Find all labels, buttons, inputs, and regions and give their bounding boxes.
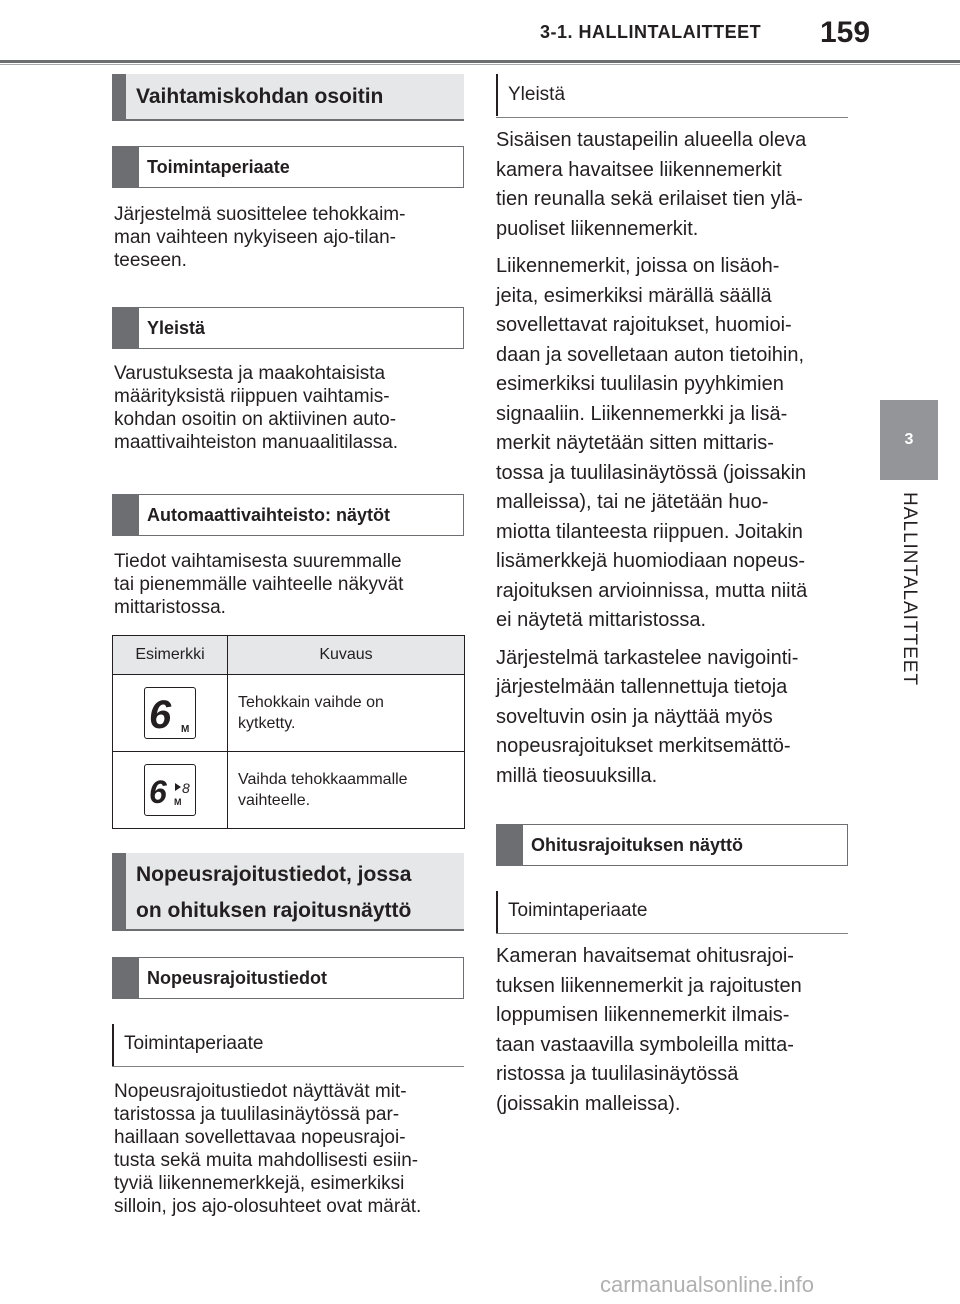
section-title: 3-1. HALLINTALAITTEET — [540, 22, 762, 42]
text-line: loppumisen liikennemerkit ilmais- — [496, 1004, 790, 1026]
text-line: kytketty. — [238, 715, 296, 732]
table-cell-description — [228, 675, 465, 752]
page-number: 159 — [820, 16, 871, 49]
text-line: soveltuvin osin ja näyttää myös — [496, 705, 773, 728]
text-line: tien reunalla sekä erilaiset tien ylä- — [496, 188, 803, 210]
plain-heading-general: Yleistä — [496, 74, 848, 116]
subheading-speed-limit-info — [112, 957, 464, 999]
subheading-text: Ohitusrajoituksen näyttö — [531, 834, 744, 855]
text-line: ei näytetä mittaristossa. — [496, 609, 707, 631]
chapter-tab-label: HALLINTALAITTEET — [899, 492, 920, 687]
text-line: Kameran havaitsemat ohitusrajoi- — [496, 945, 794, 967]
text-line: tossa ja tuulilasinäytössä (joissakin — [496, 461, 807, 484]
text-line: esimerkiksi tuulilasin pyyhkimien — [496, 373, 784, 395]
header-rule — [0, 60, 960, 63]
text-line: man vaihteen nykyiseen ajo-tilan- — [114, 227, 396, 248]
subheading-marker — [497, 825, 523, 865]
paragraph-overtaking — [496, 942, 852, 1127]
text-line: signaaliin. Liikennemerkki ja lisä- — [496, 402, 788, 425]
paragraph-automatic-displays — [114, 550, 464, 619]
text-line: malleissa), tai ne jätetään huo- — [496, 491, 769, 513]
subheading-marker — [113, 147, 139, 187]
text-line: ristossa ja tuulilasinäytössä — [496, 1063, 739, 1085]
text-line: Järjestelmä suosittelee tehokkaim- — [114, 204, 406, 225]
text-line: millä tieosuuksilla. — [496, 764, 658, 787]
subheading-text: Toimintaperiaate — [147, 156, 290, 177]
text-line: Tehokkain vaihde on — [238, 694, 384, 711]
subheading-marker — [113, 958, 139, 998]
text-line: Sisäisen taustapeilin alueella oleva — [496, 129, 807, 151]
table-header-example: Esimerkki — [113, 636, 228, 675]
text-line: tai pienemmälle vaihteelle näkyvät — [114, 574, 404, 595]
header-rule-thin — [0, 64, 960, 65]
watermark: carmanualsonline.info — [600, 1272, 815, 1297]
text-line: haillaan sovellettavaa nopeusrajoi- — [114, 1127, 406, 1148]
subheading-automatic-displays — [112, 494, 464, 536]
text-line: määrityksistä riippuen vaihtamis- — [114, 386, 390, 407]
heading-line: Nopeusrajoitustiedot, jossa — [136, 863, 412, 886]
text-line: taristossa ja tuulilasinäytössä par- — [114, 1104, 400, 1125]
svg-text:M: M — [181, 724, 190, 735]
heading-underline — [112, 119, 464, 121]
table-header-description: Kuvaus — [228, 636, 465, 675]
gear-6-m-icon — [144, 687, 196, 739]
gear-6-upshift-icon — [144, 764, 196, 816]
heading-line: on ohituksen rajoitusnäyttö — [136, 899, 412, 922]
table-row — [113, 752, 465, 829]
subheading-general — [112, 307, 464, 349]
text-line: silloin, jos ajo-olosuhteet ovat märät. — [114, 1196, 422, 1217]
text-line: miotta tilanteesta riippuen. Joitakin — [496, 520, 803, 543]
text-line: (joissakin malleissa). — [496, 1092, 681, 1115]
text-line: mittaristossa. — [114, 597, 226, 618]
text-line: nopeusrajoitukset merkitsemättö- — [496, 735, 791, 757]
table-header-row — [113, 636, 465, 675]
text-line: kohdan osoitin on aktiivinen auto- — [114, 409, 397, 430]
paragraph-general — [114, 362, 464, 454]
paragraph — [496, 126, 852, 244]
heading-underline — [112, 929, 464, 931]
paragraph-camera — [496, 126, 852, 799]
text-line: rajoituksen arvioinnissa, mutta niitä — [496, 579, 808, 602]
text-line: Liikennemerkit, joissa on lisäoh- — [496, 255, 780, 277]
text-line: tuksen liikennemerkit ja rajoitusten — [496, 974, 802, 997]
text-line: maattivaihteiston manuaalitilassa. — [114, 432, 399, 453]
paragraph — [496, 252, 852, 636]
svg-text:6: 6 — [149, 693, 172, 737]
text-line: teeseen. — [114, 250, 187, 271]
text-line: järjestelmään tallennettuja tietoja — [496, 676, 788, 698]
text-line: jeita, esimerkiksi märällä säällä — [496, 284, 772, 307]
subheading-marker — [113, 495, 139, 535]
plain-heading-rule — [496, 933, 848, 934]
text-line: Nopeusrajoitustiedot näyttävät mit- — [114, 1081, 407, 1102]
svg-text:8: 8 — [182, 780, 190, 796]
subheading-text: Nopeusrajoitustiedot — [147, 967, 328, 988]
gear-display-table — [112, 635, 465, 829]
text-line: tyviä liikennemerkkejä, esimerkiksi — [114, 1173, 405, 1194]
text-line: puoliset liikennemerkit. — [496, 217, 699, 240]
text-line: lisämerkkejä huomiodiaan nopeus- — [496, 550, 806, 572]
section-heading-shift-indicator: Vaihtamiskohdan osoitin — [112, 74, 464, 120]
paragraph-principle — [114, 203, 464, 272]
plain-heading-principle: Toimintaperiaate — [112, 1024, 464, 1066]
text-line: Järjestelmä tarkastelee navigointi- — [496, 646, 799, 669]
text-line: sovellettavat rajoitukset, huomioi- — [496, 314, 792, 336]
text-line: taan vastaavilla symboleilla mitta- — [496, 1033, 794, 1056]
chapter-tab-number[interactable]: 3 — [880, 400, 938, 480]
plain-heading-rule — [496, 117, 848, 118]
text-line: merkit näytetään sitten mittaris- — [496, 432, 774, 454]
paragraph — [496, 644, 852, 792]
text-line: kamera havaitsee liikennemerkit — [496, 158, 782, 181]
text-line: vaihteelle. — [238, 792, 311, 809]
text-line: tusta sekä muita mahdollisesti esiin- — [114, 1150, 419, 1171]
table-cell-icon — [113, 752, 228, 829]
table-row — [113, 675, 465, 752]
plain-heading-rule — [112, 1066, 464, 1067]
subheading-marker — [113, 308, 139, 348]
plain-heading-principle-2: Toimintaperiaate — [496, 891, 848, 933]
text-line: Varustuksesta ja maakohtaisista — [114, 363, 386, 384]
text-line: daan ja sovelletaan auton tietoihin, — [496, 343, 805, 366]
table-cell-icon — [113, 675, 228, 752]
svg-text:6: 6 — [149, 774, 167, 810]
table-cell-description — [228, 752, 465, 829]
subheading-text: Automaattivaihteisto: näytöt — [147, 504, 391, 525]
subheading-principle — [112, 146, 464, 188]
paragraph-speed-limit — [114, 1080, 466, 1218]
subheading-overtaking-display — [496, 824, 848, 866]
section-heading-speed-limit — [112, 853, 464, 931]
svg-text:M: M — [174, 797, 182, 807]
text-line: Tiedot vaihtamisesta suuremmalle — [114, 551, 402, 572]
subheading-text: Yleistä — [147, 317, 206, 338]
text-line: Vaihda tehokkaammalle — [238, 771, 408, 788]
paragraph — [496, 942, 852, 1119]
